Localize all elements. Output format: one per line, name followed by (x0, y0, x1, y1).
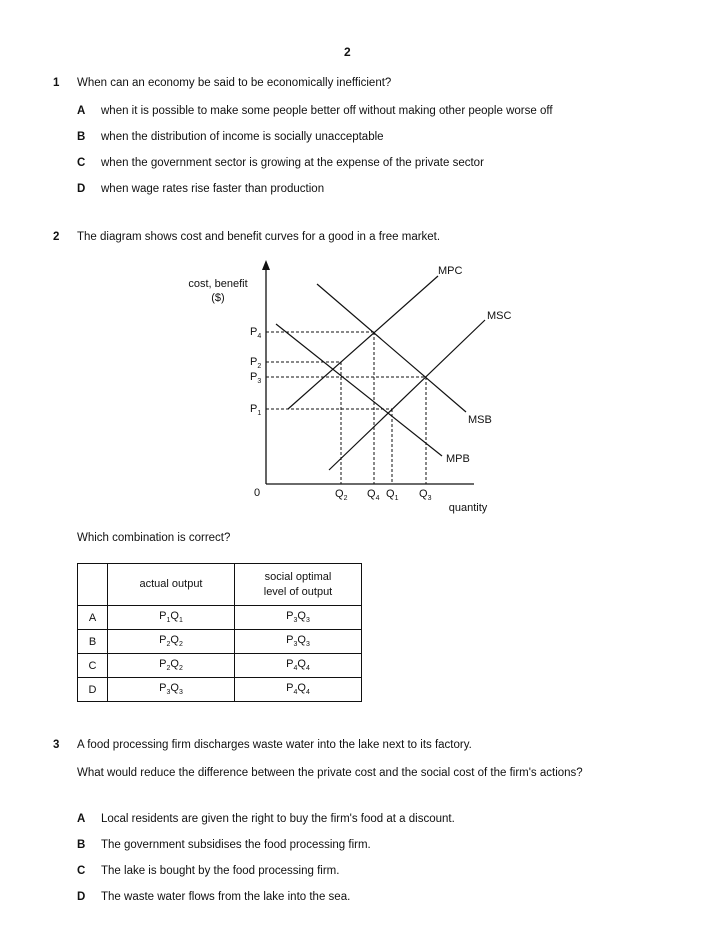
table-cell-optimal: $P_4Q_4$ (235, 678, 362, 702)
p1-label: $P_1$ (250, 403, 262, 417)
q3-option-b-text: The government subsidises the food processing firm. (101, 839, 371, 851)
table-header-actual: actual output (108, 564, 235, 606)
q3-option-c-text: The lake is bought by the food processing firm. (101, 865, 340, 877)
q3-number: 3 (53, 739, 60, 751)
table-header-optimal-line2: level of output (263, 585, 333, 598)
q3-option-b-letter: B (77, 839, 86, 851)
q3-label: $Q_3$ (419, 488, 432, 502)
table-cell-optimal: $P_4Q_4$ (235, 654, 362, 678)
table-cell-actual: $P_2Q_2$ (108, 630, 235, 654)
table-row (78, 630, 362, 654)
table-cell-actual: $P_1Q_1$ (108, 606, 235, 630)
table-row (78, 654, 362, 678)
page-number: 2 (344, 45, 351, 59)
q1-option-a-text: when it is possible to make some people better off without making other people worse off (101, 105, 553, 117)
q2-number: 2 (53, 231, 60, 243)
q3-option-c-letter: C (77, 865, 86, 877)
p2-label: $P_2$ (250, 356, 262, 370)
q3-option-a-letter: A (77, 813, 86, 825)
mpb-curve (276, 324, 442, 456)
origin-label: 0 (253, 487, 261, 499)
q3-text: A food processing firm discharges waste water into the lake next to its factory. (77, 739, 472, 751)
q1-option-a-letter: A (77, 105, 86, 117)
q1-option-c-text: when the government sector is growing at the expense of the private sector (101, 157, 484, 169)
y-axis-unit: ($) (211, 292, 225, 304)
table-header-optimal (235, 564, 362, 606)
table-cell-optimal: $P_3Q_3$ (235, 630, 362, 654)
table-header-optimal-line1: social optimal (264, 570, 332, 583)
q4-label: $Q_4$ (367, 488, 380, 502)
q1-option-b-letter: B (77, 131, 86, 143)
q1-option-c-letter: C (77, 157, 86, 169)
q3-question: What would reduce the difference between the private cost and the social cost of the firm's actions? (77, 767, 583, 779)
q2-text: The diagram shows cost and benefit curves for a good in a free market. (77, 231, 441, 243)
mpc-curve (288, 276, 438, 409)
msc-label: MSC (487, 310, 512, 322)
x-axis-label: quantity (448, 502, 488, 514)
mpc-label: MPC (438, 265, 463, 277)
table-row (78, 678, 362, 702)
table-row-letter: C (78, 654, 108, 678)
y-axis-label: cost, benefit (188, 278, 248, 290)
q2-label: $Q_2$ (335, 488, 348, 502)
table-row-letter: D (78, 678, 108, 702)
msb-curve (317, 284, 466, 412)
q3-option-d-letter: D (77, 891, 86, 903)
table-cell-actual: $P_3Q_3$ (108, 678, 235, 702)
msb-label: MSB (468, 414, 492, 426)
q1-option-d-letter: D (77, 183, 86, 195)
mpb-label: MPB (446, 453, 470, 465)
q1-option-b-text: when the distribution of income is socially unacceptable (101, 131, 384, 143)
q2-prompt: Which combination is correct? (77, 532, 231, 544)
q1-text: When can an economy be said to be economically inefficient? (77, 77, 392, 89)
table-row (78, 606, 362, 630)
table-cell-optimal: $P_3Q_3$ (235, 606, 362, 630)
table-cell-actual: $P_2Q_2$ (108, 654, 235, 678)
q1-number: 1 (53, 77, 60, 89)
answer-table (77, 563, 362, 702)
q1-label: $Q_1$ (386, 488, 399, 502)
q1-option-d-text: when wage rates rise faster than production (101, 183, 325, 195)
y-axis-arrow-icon (262, 260, 270, 270)
q3-option-a-text: Local residents are given the right to buy the firm's food at a discount. (101, 813, 455, 825)
p4-label: $P_4$ (250, 326, 262, 340)
q3-option-d-text: The waste water flows from the lake into the sea. (101, 891, 351, 903)
msc-curve (329, 320, 485, 470)
table-header-row (78, 564, 362, 606)
table-header-blank (78, 564, 108, 606)
table-row-letter: B (78, 630, 108, 654)
p3-label: $P_3$ (250, 371, 262, 385)
table-row-letter: A (78, 606, 108, 630)
